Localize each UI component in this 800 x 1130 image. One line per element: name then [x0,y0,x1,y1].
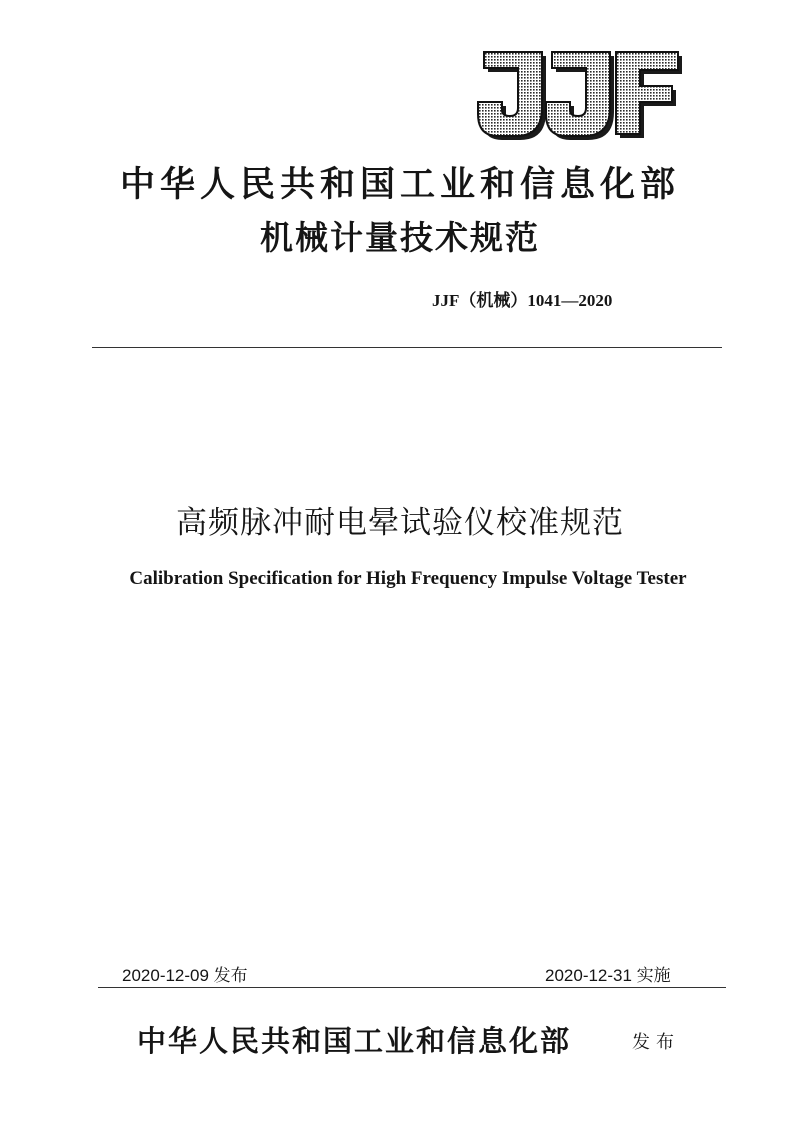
logo-letter-j1 [478,52,546,140]
publisher-name: 中华人民共和国工业和信息化部 [137,1024,572,1058]
implementation-date: 2020-12-31 实施 [545,966,671,985]
issue-date: 2020-12-09 发布 [122,966,248,985]
logo-letter-f [616,52,682,138]
ministry-title: 中华人民共和国工业和信息化部 [119,164,680,205]
document-title-zh: 高频脉冲耐电晕试验仪校准规范 [176,505,624,541]
jjf-logo [476,50,686,142]
top-divider [92,347,722,348]
logo-letter-j2 [546,52,614,140]
spec-code: JJF（机械）1041—2020 [432,291,613,310]
series-title: 机械计量技术规范 [260,218,540,257]
publisher-suffix: 发布 [632,1032,680,1053]
bottom-divider [98,987,726,988]
document-title-en: Calibration Specification for High Frequency Impulse Voltage Tester [129,568,687,589]
